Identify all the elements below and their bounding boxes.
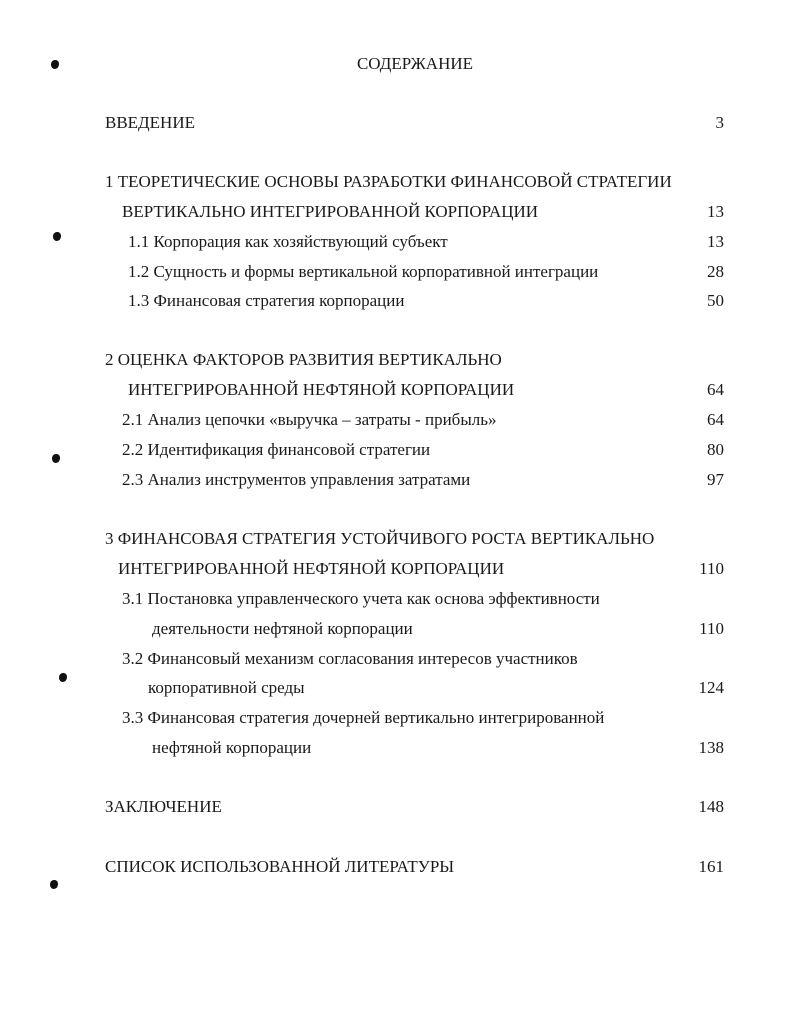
toc-section-label: деятельности нефтяной корпорации (152, 619, 413, 638)
toc-entry-page: 13 (707, 232, 724, 251)
toc-entry-label: ВВЕДЕНИЕ (105, 113, 195, 132)
toc-entry-page: 97 (707, 470, 724, 489)
toc-section-label: 1.3 Финансовая стратегия корпорации (128, 291, 405, 310)
punch-hole-mark (53, 232, 61, 241)
toc-entry-page: 148 (698, 797, 724, 816)
toc-entry-page: 50 (707, 291, 724, 310)
toc-entry-page: 64 (707, 380, 724, 399)
toc-chapter-label: ИНТЕГРИРОВАННОЙ НЕФТЯНОЙ КОРПОРАЦИИ (118, 559, 505, 578)
toc-section-label: 3.2 Финансовый механизм согласования интересов участников (122, 649, 578, 668)
toc-section-label: 3.3 Финансовая стратегия дочерней вертикально интегрированной (122, 708, 605, 727)
toc-entry-page: 110 (699, 619, 724, 638)
toc-entry-label: СПИСОК ИСПОЛЬЗОВАННОЙ ЛИТЕРАТУРЫ (105, 857, 455, 876)
toc-section-label: корпоративной среды (148, 678, 305, 697)
toc-entry-label: ЗАКЛЮЧЕНИЕ (105, 797, 222, 816)
toc-entry-page: 80 (707, 440, 724, 459)
toc-section-label: 2.3 Анализ инструментов управления затратами (122, 470, 471, 489)
toc-entry-page: 64 (707, 410, 724, 429)
toc-entry-page: 28 (707, 262, 724, 281)
toc-entry-page: 13 (707, 202, 724, 221)
toc-entry-page: 124 (698, 678, 724, 697)
toc-chapter-label: ВЕРТИКАЛЬНО ИНТЕГРИРОВАННОЙ КОРПОРАЦИИ (122, 202, 539, 221)
toc-section-label: 1.1 Корпорация как хозяйствующий субъект (128, 232, 448, 251)
toc-entry-page: 110 (699, 559, 724, 578)
punch-hole-mark (59, 673, 67, 682)
toc-chapter-label: 2 ОЦЕНКА ФАКТОРОВ РАЗВИТИЯ ВЕРТИКАЛЬНО (105, 350, 502, 369)
toc-section-label: 1.2 Сущность и формы вертикальной корпоративной интеграции (128, 262, 599, 281)
page-title: СОДЕРЖАНИЕ (356, 54, 474, 73)
punch-hole-mark (52, 454, 60, 463)
toc-chapter-label: 3 ФИНАНСОВАЯ СТРАТЕГИЯ УСТОЙЧИВОГО РОСТА ВЕРТИКАЛЬНО (105, 529, 655, 548)
punch-hole-mark (50, 880, 58, 889)
toc-section-label: нефтяной корпорации (152, 738, 312, 757)
toc-chapter-label: ИНТЕГРИРОВАННОЙ НЕФТЯНОЙ КОРПОРАЦИИ (128, 380, 515, 399)
toc-entry-page: 138 (698, 738, 724, 757)
toc-entry-page: 3 (715, 113, 724, 132)
toc-chapter-label: 1 ТЕОРЕТИЧЕСКИЕ ОСНОВЫ РАЗРАБОТКИ ФИНАНСОВОЙ СТРАТЕГИИ (105, 172, 672, 191)
toc-section-label: 3.1 Постановка управленческого учета как основа эффективности (122, 589, 600, 608)
toc-section-label: 2.2 Идентификация финансовой стратегии (122, 440, 431, 459)
toc-entry-page: 161 (698, 857, 724, 876)
toc-section-label: 2.1 Анализ цепочки «выручка – затраты - прибыль» (122, 410, 497, 429)
